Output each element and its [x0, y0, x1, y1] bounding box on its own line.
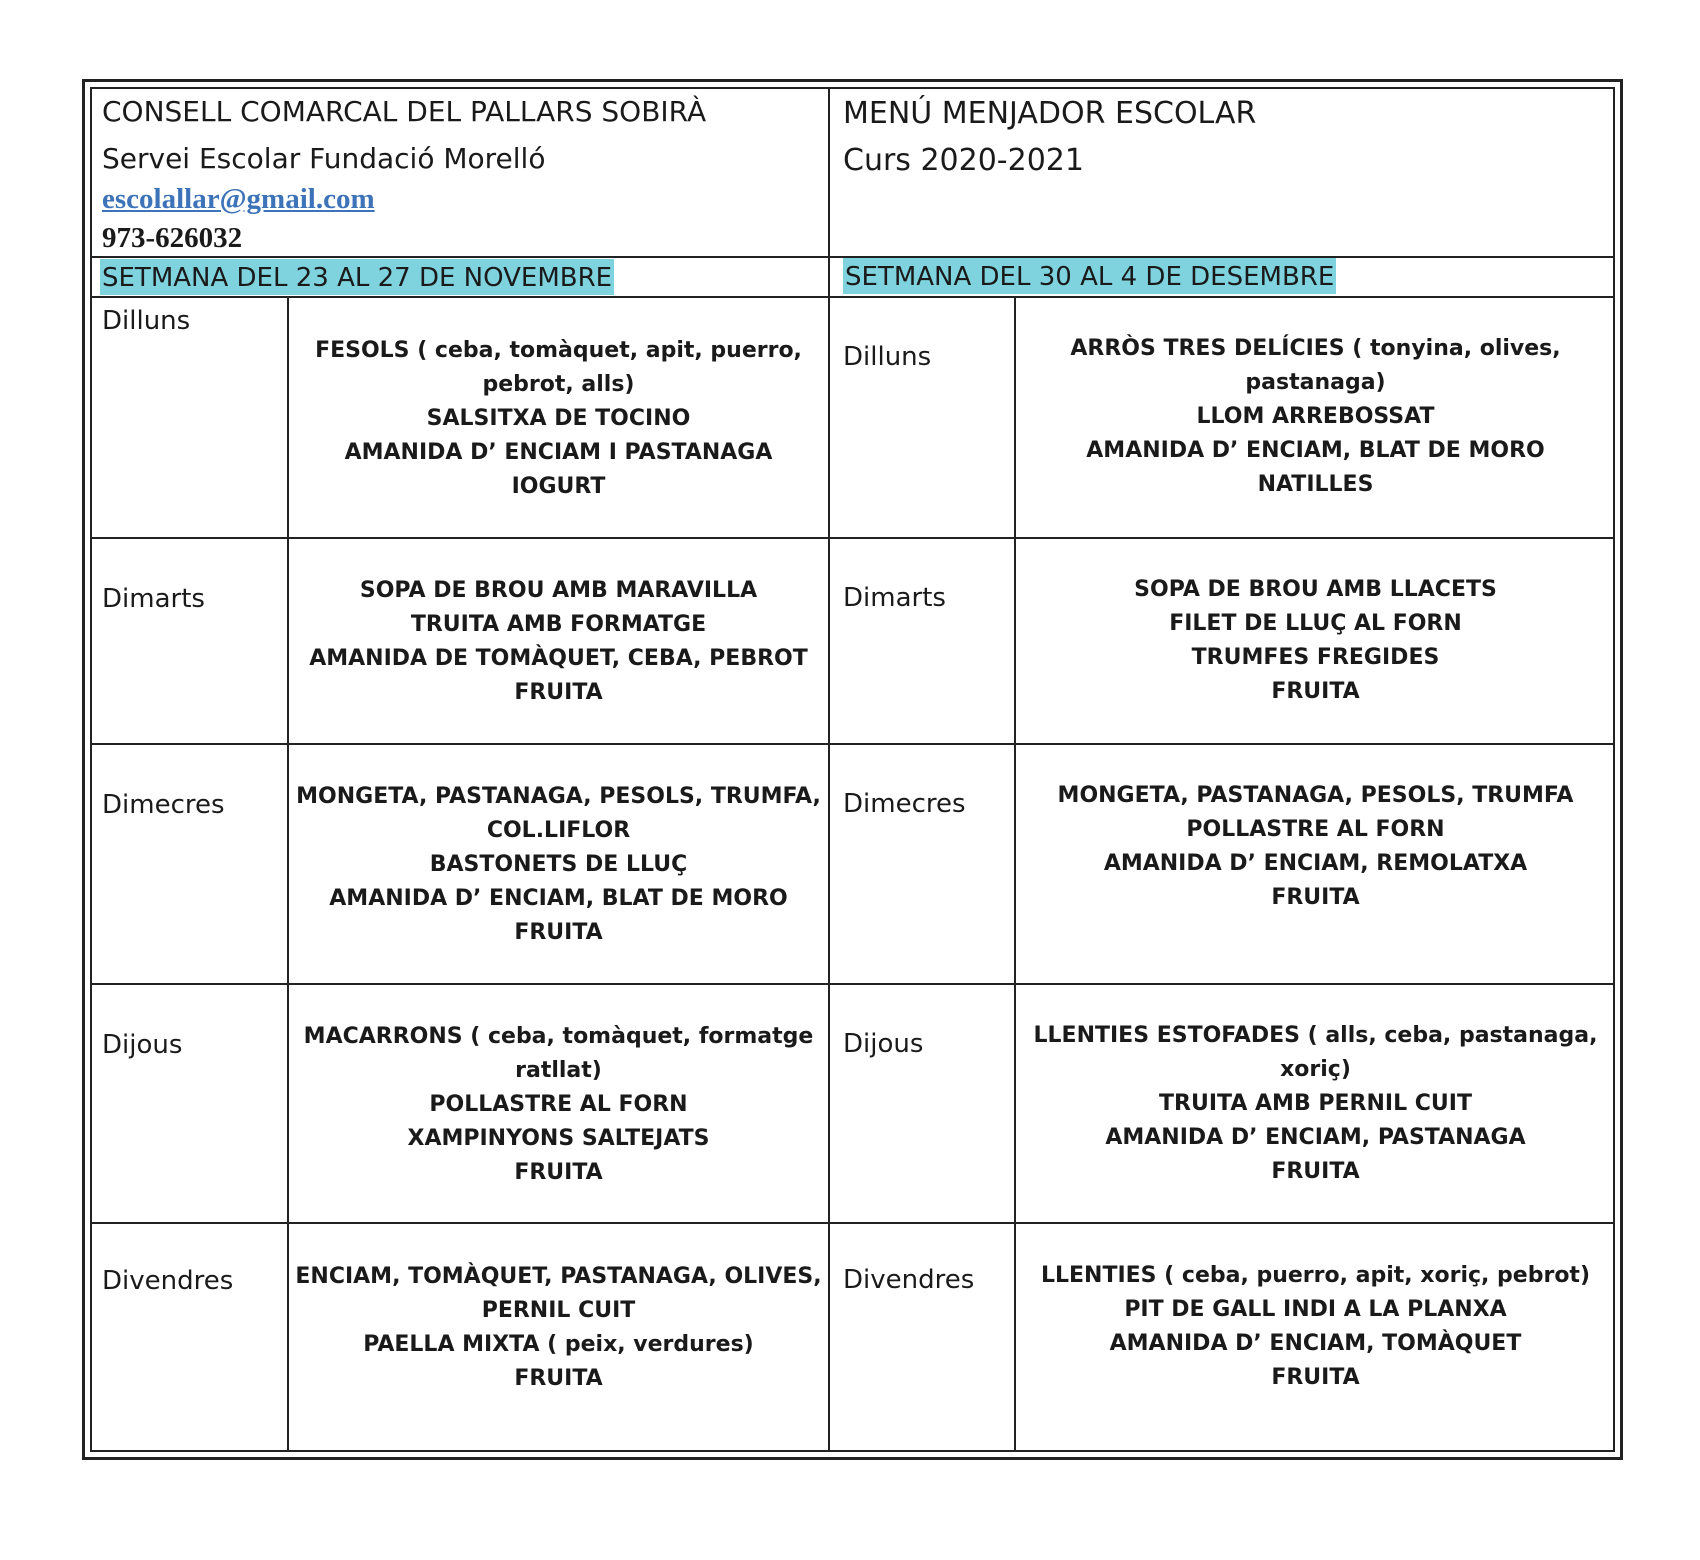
meal-cell [289, 1260, 828, 1396]
meal-line: FRUITA [1271, 885, 1360, 910]
meal-line: SOPA DE BROU AMB LLACETS [1134, 577, 1497, 602]
meal-line: AMANIDA DE TOMÀQUET, CEBA, PEBROT [309, 646, 808, 671]
meal-line: XAMPINYONS SALTEJATS [407, 1126, 710, 1151]
meal-cell [1016, 573, 1615, 709]
meal-line: AMANIDA D’ ENCIAM I PASTANAGA [344, 440, 773, 465]
meal-line: SALSITXA DE TOCINO [426, 406, 691, 431]
meal-line: LLENTIES ESTOFADES ( alls, ceba, pastanaga, [1033, 1023, 1598, 1048]
day-label: Dimarts [102, 584, 205, 614]
row-divider [90, 743, 1615, 745]
header-divider [90, 256, 1615, 258]
meal-cell [1016, 1019, 1615, 1189]
meal-line: AMANIDA D’ ENCIAM, TOMÀQUET [1109, 1331, 1522, 1356]
meal-line: FRUITA [1271, 1365, 1360, 1390]
meal-line: AMANIDA D’ ENCIAM, PASTANAGA [1105, 1125, 1526, 1150]
meal-line: PIT DE GALL INDI A LA PLANXA [1124, 1297, 1507, 1322]
meal-line: ENCIAM, TOMÀQUET, PASTANAGA, OLIVES, [295, 1264, 822, 1289]
meal-cell [1016, 1259, 1615, 1395]
meal-line: TRUMFES FREGIDES [1191, 645, 1440, 670]
week-divider [90, 296, 1615, 298]
meal-line: AMANIDA D’ ENCIAM, BLAT DE MORO [1086, 438, 1545, 463]
meal-cell [1016, 779, 1615, 915]
meal-line: pastanaga) [1245, 370, 1386, 395]
meal-line: FRUITA [1271, 1159, 1360, 1184]
meal-line: FRUITA [514, 920, 603, 945]
meal-line: ARRÒS TRES DELÍCIES ( tonyina, olives, [1070, 336, 1561, 361]
service-name: Servei Escolar Fundació Morelló [102, 142, 546, 175]
meal-line: COL.LIFLOR [486, 818, 631, 843]
meal-line: xoriç) [1280, 1057, 1351, 1082]
day-label: Dimarts [843, 583, 946, 613]
meal-line: pebrot, alls) [482, 372, 635, 397]
meal-line: POLLASTRE AL FORN [1186, 817, 1445, 842]
meal-line: FRUITA [1271, 679, 1360, 704]
meal-cell [289, 780, 828, 950]
phone-number: 973-626032 [102, 222, 243, 254]
day-label: Dijous [843, 1029, 924, 1059]
meal-line: SOPA DE BROU AMB MARAVILLA [359, 578, 758, 603]
meal-line: FILET DE LLUÇ AL FORN [1169, 611, 1462, 636]
day-label: Divendres [102, 1266, 234, 1296]
meal-cell [1016, 332, 1615, 502]
meal-cell [289, 1020, 828, 1190]
meal-line: IOGURT [511, 474, 606, 499]
meal-line: MACARRONS ( ceba, tomàquet, formatge [303, 1024, 814, 1049]
meal-line: FRUITA [514, 1366, 603, 1391]
meal-line: POLLASTRE AL FORN [429, 1092, 688, 1117]
day-label: Dilluns [102, 306, 191, 336]
meal-line: ratllat) [515, 1058, 602, 1083]
meal-line: PERNIL CUIT [481, 1298, 636, 1323]
week1-header: SETMANA DEL 23 AL 27 DE NOVEMBRE [100, 259, 614, 295]
meal-line: FESOLS ( ceba, tomàquet, apit, puerro, [315, 338, 802, 363]
day-label: Divendres [843, 1265, 975, 1295]
menu-title: MENÚ MENJADOR ESCOLAR [843, 96, 1257, 131]
day-label: Dilluns [843, 342, 932, 372]
meal-cell [289, 334, 828, 504]
meal-line: AMANIDA D’ ENCIAM, REMOLATXA [1103, 851, 1528, 876]
week2-header: SETMANA DEL 30 AL 4 DE DESEMBRE [843, 258, 1336, 294]
meal-line: FRUITA [514, 680, 603, 705]
day-label: Dimecres [843, 789, 966, 819]
row-divider [90, 537, 1615, 539]
day-label: Dijous [102, 1030, 183, 1060]
day-label: Dimecres [102, 790, 225, 820]
row-divider [90, 1222, 1615, 1224]
meal-line: NATILLES [1257, 472, 1374, 497]
week-column-divider [828, 87, 830, 1452]
meal-line: PAELLA MIXTA ( peix, verdures) [363, 1332, 754, 1357]
row-divider [90, 983, 1615, 985]
meal-line: LLOM ARREBOSSAT [1196, 404, 1435, 429]
meal-line: MONGETA, PASTANAGA, PESOLS, TRUMFA, [296, 784, 821, 809]
meal-line: LLENTIES ( ceba, puerro, apit, xoriç, pebrot) [1040, 1263, 1591, 1288]
meal-line: TRUITA AMB FORMATGE [410, 612, 707, 637]
course-year: Curs 2020-2021 [843, 143, 1084, 178]
meal-line: MONGETA, PASTANAGA, PESOLS, TRUMFA [1057, 783, 1574, 808]
meal-line: FRUITA [514, 1160, 603, 1185]
meal-line: TRUITA AMB PERNIL CUIT [1159, 1091, 1472, 1116]
meal-cell [289, 574, 828, 710]
org-name: CONSELL COMARCAL DEL PALLARS SOBIRÀ [102, 95, 707, 128]
email-link[interactable]: escolallar@gmail.com [102, 183, 375, 215]
meal-line: BASTONETS DE LLUÇ [429, 852, 688, 877]
meal-line: AMANIDA D’ ENCIAM, BLAT DE MORO [329, 886, 788, 911]
